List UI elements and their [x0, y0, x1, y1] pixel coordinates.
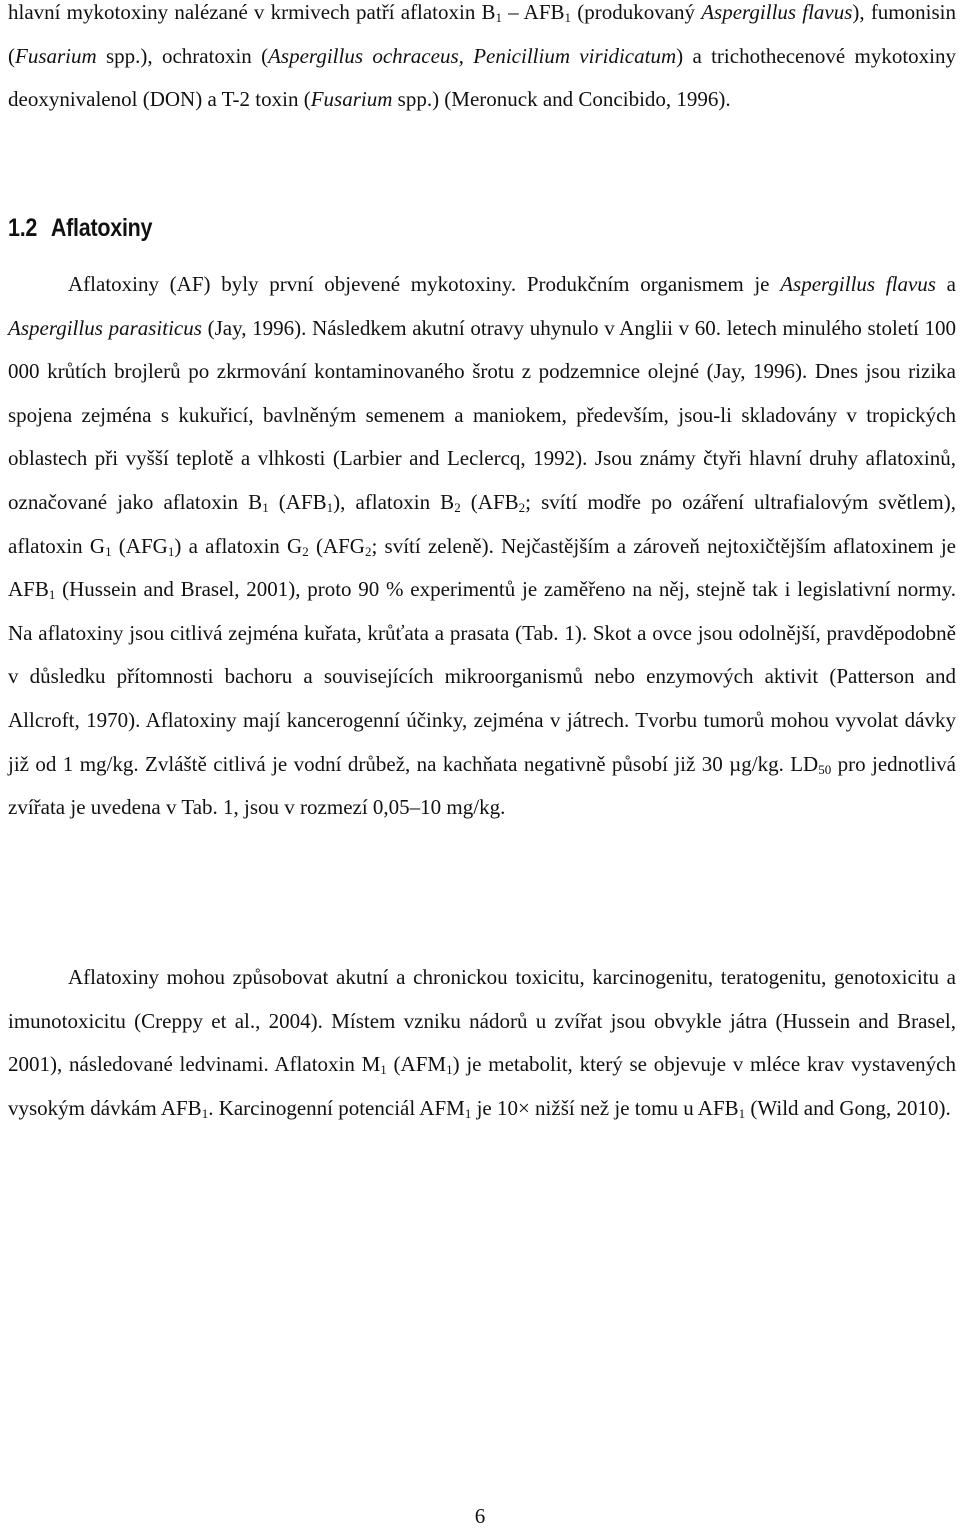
paragraph-text: (AFG	[308, 533, 365, 558]
paragraph-text: (AFB	[268, 489, 327, 514]
aflatoxin-paragraph-2	[8, 956, 956, 1130]
intro-text: – AFB	[502, 0, 565, 24]
subscript: 2	[518, 499, 526, 515]
intro-text: ) a trichothecenové mykotoxiny deoxynivalenol (DON) a T-2 toxin (	[8, 43, 957, 112]
subscript: 1	[446, 1062, 453, 1078]
intro-text: spp.) (Meronuck and Concibido, 1996).	[392, 87, 731, 112]
intro-text: hlavní mykotoxiny nalézané v krmivech patří aflatoxin B	[8, 0, 496, 24]
intro-paragraph	[8, 0, 956, 122]
paragraph-text: ) a aflatoxin G	[174, 533, 303, 558]
intro-text: spp.), ochratoxin (	[96, 43, 269, 68]
subscript: 2	[302, 543, 309, 559]
species-name: Fusarium	[310, 87, 393, 112]
subscript: 2	[364, 543, 372, 559]
section-heading	[8, 214, 152, 243]
species-name: Fusarium	[15, 43, 97, 68]
paragraph-text: . Karcinogenní potenciál AFM	[208, 1095, 465, 1120]
species-name: Aspergillus ochraceus, Penicillium viridicatum	[268, 43, 677, 68]
subscript: 1	[464, 1105, 472, 1121]
species-name: Aspergillus flavus	[701, 0, 853, 24]
section-title: Aflatoxiny	[50, 214, 153, 242]
section-number: 1.2	[8, 214, 38, 242]
subscript: 1	[262, 499, 269, 515]
paragraph-text: je 10× nižší než je tomu u AFB	[471, 1095, 739, 1120]
paragraph-text: ), aflatoxin B	[333, 489, 455, 514]
subscript: 1	[564, 10, 572, 25]
paragraph-text: (Jay, 1996). Následkem akutní otravy uhynulo v Anglii v 60. letech minulého století 100 000 krůtích brojlerů po zkrmování kontaminovaného šrotu z podzemnice olejné (Jay, 1996). Dnes jsou rizika spojena zejména s kukuřicí, bavlněným semenem a maniokem, především, jsou-li skladovány v tropických oblastech při vyšší teplotě a vlhkosti (Larbier and Leclercq, 1992). Jsou známy čtyři hlavní druhy aflatoxinů, označované jako aflatoxin B	[8, 315, 957, 514]
subscript: 1	[738, 1105, 746, 1121]
subscript: 2	[454, 499, 461, 515]
subscript: 1	[380, 1062, 387, 1078]
page-number: 6	[474, 1504, 486, 1528]
paragraph-text: (Wild and Gong, 2010).	[745, 1095, 951, 1120]
paragraph-text: Aflatoxiny (AF) byly první objevené mykotoxiny. Produkčním organismem je	[68, 272, 781, 296]
subscript: 1	[167, 543, 175, 559]
species-name: Aspergillus flavus	[780, 272, 936, 296]
paragraph-text: ; svítí modře po ozáření ultrafialovým světlem), aflatoxin G	[8, 489, 956, 558]
paragraph-text: (AFM	[386, 1052, 447, 1077]
paragraph-text: ; svítí zeleně). Nejčastějším a zároveň nejtoxičtějším aflatoxinem je AFB	[8, 533, 956, 602]
paragraph-text: (AFG	[111, 533, 168, 558]
subscript: 50	[818, 761, 832, 777]
subscript: 1	[495, 10, 503, 25]
intro-text: ), fumonisin (	[8, 0, 956, 68]
intro-text: (produkovaný	[571, 0, 702, 24]
aflatoxin-paragraph-1	[8, 263, 956, 830]
paragraph-text: Aflatoxiny mohou způsobovat akutní a chronickou toxicitu, karcinogenitu, teratogenitu, genotoxicitu a imunotoxicitu (Creppy et al., 2004). Místem vzniku nádorů u zvířat jsou obvykle játra (Hussein and Brasel, 2001), následované ledvinami. Aflatoxin M	[8, 965, 956, 1077]
subscript: 1	[48, 587, 56, 603]
paragraph-text: a	[935, 272, 956, 296]
subscript: 1	[105, 543, 112, 559]
paragraph-text: ) je metabolit, který se objevuje v mléce krav vystavených vysokým dávkám AFB	[8, 1052, 956, 1120]
species-name: Aspergillus parasiticus	[8, 315, 202, 340]
subscript: 1	[326, 499, 334, 515]
subscript: 1	[201, 1105, 209, 1121]
paragraph-text: (AFB	[460, 489, 519, 514]
paragraph-text: (Hussein and Brasel, 2001), proto 90 % experimentů je zaměřeno na něj, stejně tak i legislativní normy. Na aflatoxiny jsou citlivá zejména kuřata, krůťata a prasata (Tab. 1). Skot a ovce jsou odolnější, pravděpodobně v důsledku přítomnosti bachoru a souvisejících mikroorganismů nebo enzymových aktivit (Patterson and Allcroft, 1970). Aflatoxiny mají kancerogenní účinky, zejména v játrech. Tvorbu tumorů mohou vyvolat dávky již od 1 mg/kg. Zvláště citlivá je vodní drůbež, na kachňata negativně působí již 30 µg/kg. LD	[8, 577, 956, 776]
paragraph-text: pro jednotlivá zvířata je uvedena v Tab. 1, jsou v rozmezí 0,05–10 mg/kg.	[8, 751, 956, 820]
